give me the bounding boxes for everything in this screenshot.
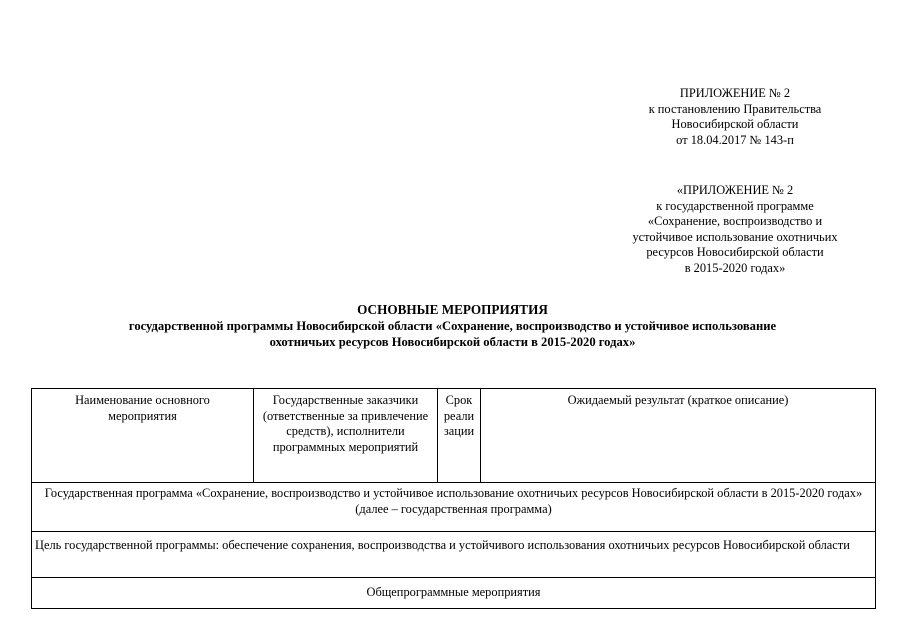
- section-title-cell: Общепрограммные мероприятия: [32, 578, 876, 609]
- column-header-measure-name: Наименование основного мероприятия: [32, 389, 254, 483]
- program-goal-cell: Цель государственной программы: обеспечение сохранения, воспроизводства и устойчивого использования охотничьих ресурсов Новосибирской области: [32, 532, 876, 578]
- program-name-cell: Государственная программа «Сохранение, воспроизводство и устойчивое использование охотничьих ресурсов Новосибирской области в 2015-2020 годах» (далее – государственная программа): [32, 483, 876, 532]
- table-header-row: [32, 389, 876, 483]
- table-row: [32, 578, 876, 609]
- heading-subtitle-line: государственной программы Новосибирской области «Сохранение, воспроизводство и устойчивое использование: [128, 319, 777, 333]
- appendix-main-line: к постановлению Правительства: [648, 101, 822, 116]
- column-header-term: Срок реали зации: [438, 389, 481, 483]
- appendix-main-line: от 18.04.2017 № 143-п: [676, 132, 794, 147]
- appendix-program-line: «Сохранение, воспроизводство и: [647, 214, 823, 228]
- heading-subtitle-line: охотничьих ресурсов Новосибирской области в 2015-2020 годах»: [269, 335, 636, 349]
- appendix-program-line: к государственной программе: [656, 198, 814, 213]
- heading-title: ОСНОВНЫЕ МЕРОПРИЯТИЯ: [357, 302, 548, 317]
- measures-table: [31, 388, 876, 609]
- appendix-program-line: ресурсов Новосибирской области: [646, 245, 824, 259]
- appendix-program-line: устойчивое использование охотничьих: [632, 229, 838, 244]
- appendix-program-line: в 2015-2020 годах»: [684, 260, 786, 275]
- column-header-expected-result: Ожидаемый результат (краткое описание): [481, 389, 876, 483]
- table-row: [32, 483, 876, 532]
- appendix-program-line: «ПРИЛОЖЕНИЕ № 2: [676, 183, 794, 197]
- appendix-main-block: [600, 86, 870, 148]
- document-heading: [30, 302, 875, 350]
- appendix-program-block: [600, 183, 870, 276]
- appendix-main-line: Новосибирской области: [671, 117, 799, 131]
- column-header-customers: Государственные заказчики (ответственные за привлечение средств), исполнители программных мероприятий: [254, 389, 438, 483]
- appendix-main-line: ПРИЛОЖЕНИЕ № 2: [679, 86, 791, 100]
- table-row: [32, 532, 876, 578]
